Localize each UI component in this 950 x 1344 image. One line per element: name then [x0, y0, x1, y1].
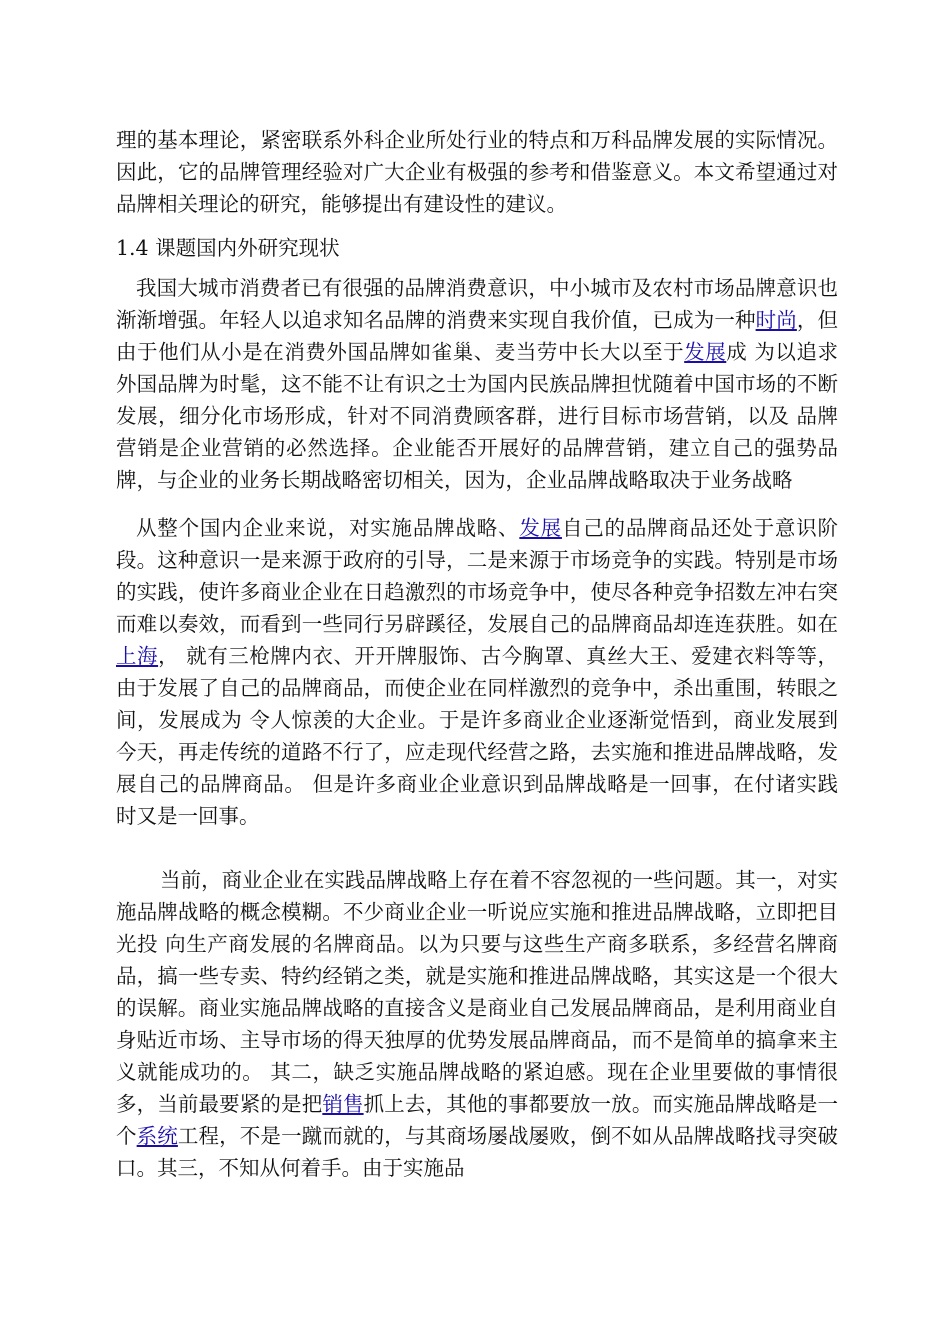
paragraph-text: 抓上去，其他的事都要放一放。而实施品牌战略是一个	[116, 1092, 839, 1148]
paragraph-text: 自己的品牌商品还处于意识阶段。这种意识一是来源于政府的引导，二是来源于市场竞争的实践。特别是市场的实践，使许多商业企业在日趋激烈的市场竞争中，使尽各种竞争招数左冲右突而难以奏效，而看到一些同行另辟蹊径，发展自己的品牌商品却连连获胜。如在	[116, 516, 838, 636]
paragraph-domestic-enterprises	[116, 512, 838, 832]
paragraph-text: 从整个国内企业来说，对实施品牌战略、	[136, 516, 520, 540]
paragraph-text: 工程，不是一蹴而就的，与其商场屡战屡败，倒不如从品牌战略找寻突破口。其三，不知从何着手。由于实施品	[116, 1124, 839, 1180]
link-shanghai[interactable]: 上海	[116, 644, 159, 668]
link-development[interactable]: 发展	[684, 340, 727, 364]
document-body	[116, 124, 838, 1184]
link-system[interactable]: 系统	[136, 1124, 178, 1148]
paragraph-intro-continuation: 理的基本理论，紧密联系外科企业所处行业的特点和万科品牌发展的实际情况。因此，它的品牌管理经验对广大企业有极强的参考和借鉴意义。本文希望通过对品牌相关理论的研究，能够提出有建设性的建议。	[116, 128, 838, 216]
paragraph-text: 成 为以追求外国品牌为时髦，这不能不让有识之士为国内民族品牌担忧随着中国市场的不断发展，细分化市场形成，针对不同消费顾客群，进行目标市场营销，以及 品牌营销是企业营销的必然选择。企业能否开展好的品牌营销，建立自己的强势品牌，与企业的业务长期战略密切相关，因为，企业品牌战略取决于业务战略	[116, 340, 838, 492]
link-fashion[interactable]: 时尚	[755, 308, 797, 332]
link-development[interactable]: 发展	[519, 516, 562, 540]
paragraph-current-problems	[116, 864, 838, 1184]
link-sales[interactable]: 销售	[322, 1092, 364, 1116]
paragraph-text: ，但由于他们从小是在消费外国品牌如雀巢、麦当劳中长大以至于	[116, 308, 839, 364]
section-heading: 1.4 课题国内外研究现状	[116, 236, 340, 260]
paragraph-text: 我国大城市消费者已有很强的品牌消费意识，中小城市及农村市场品牌意识也渐渐增强。年轻人以追求知名品牌的消费来实现自我价值，已成为一种	[116, 276, 838, 332]
paragraph-text: 当前，商业企业在实践品牌战略上存在着不容忽视的一些问题。其一，对实施品牌战略的概念模糊。不少商业企业一听说应实施和推进品牌战略，立即把目光投 向生产商发展的名牌商品。以为只要与这些生产商多联系，多经营名牌商品，搞一些专卖、特约经销之类，就是实施和推进品牌战略，其实这是一个很大的误解。商业实施品牌战略的直接含义是商业自己发展品牌商品，是利用商业自身贴近市场、主导市场的得天独厚的优势发展品牌商品，而不是简单的搞拿来主义就能成功的。 其二，缺乏实施品牌战略的紧迫感。现在企业里要做的事情很多，当前最要紧的是把	[116, 868, 838, 1116]
paragraph-text: ， 就有三枪牌内衣、开开牌服饰、古今胸罩、真丝大王、爱建衣料等等，由于发展了自己的品牌商品，而使企业在同样激烈的竞争中，杀出重围，转眼之间，发展成为 令人惊羡的大企业。于是许多商业企业逐渐觉悟到，商业发展到今天，再走传统的道路不行了，应走现代经营之路，去实施和推进品牌战略，发展自己的品牌商品。 但是许多商业企业意识到品牌战略是一回事，在付诸实践时又是一回事。	[116, 644, 839, 828]
paragraph-brand-awareness	[116, 272, 838, 496]
